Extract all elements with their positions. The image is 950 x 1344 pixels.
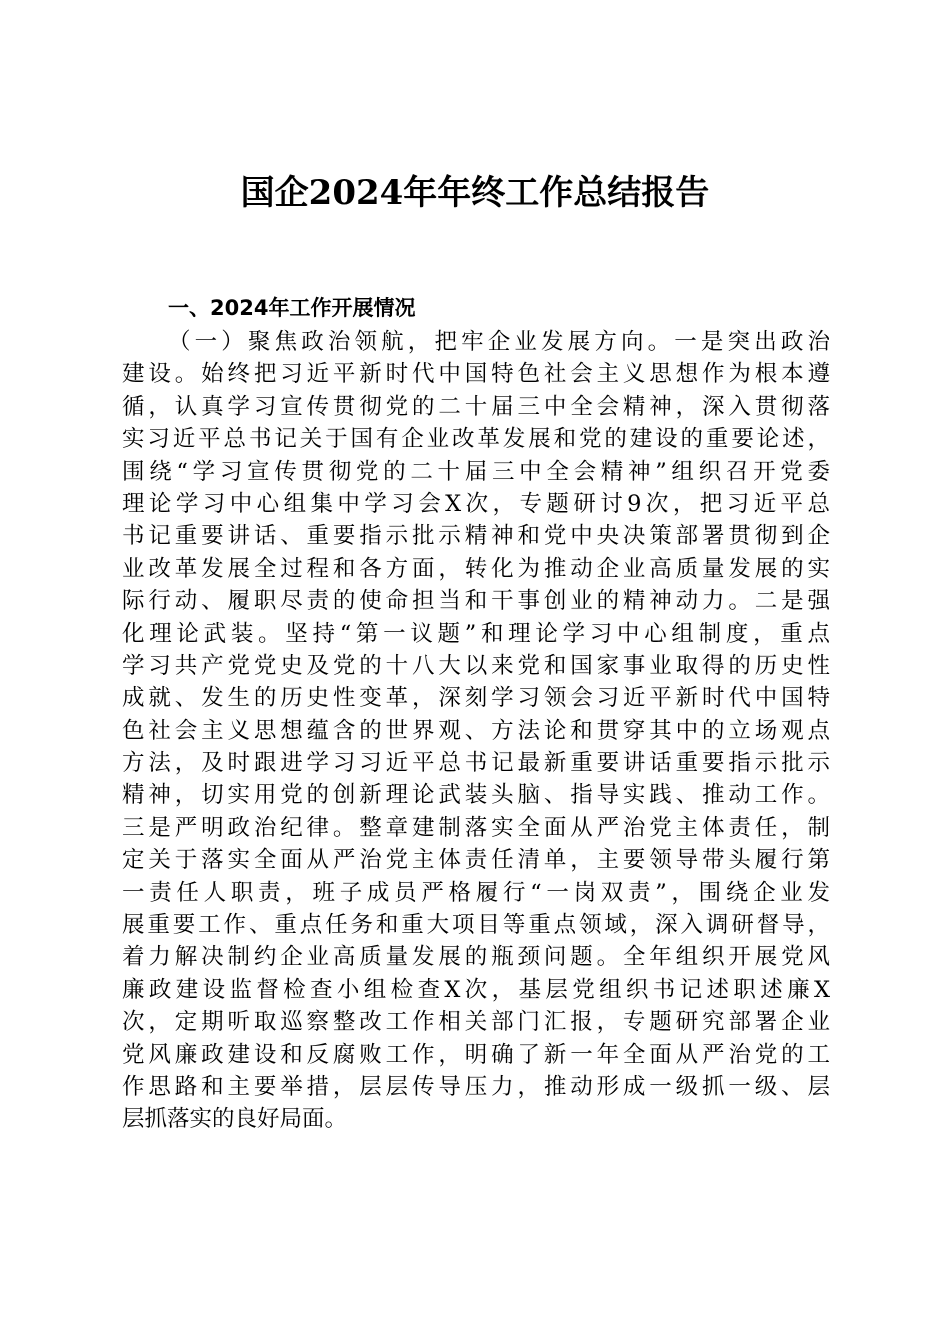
paragraph-line: 建设。始终把习近平新时代中国特色社会主义思想作为根本遵	[122, 361, 830, 388]
paragraph-line: 色社会主义思想蕴含的世界观、方法论和贯穿其中的立场观点	[122, 717, 830, 744]
paragraph-line: 党风廉政建设和反腐败工作，明确了新一年全面从严治党的工	[122, 1041, 830, 1068]
paragraph-line: 化理论武装。坚持“第一议题”和理论学习中心组制度，重点	[122, 620, 830, 647]
paragraph-line: 定关于落实全面从严治党主体责任清单，主要领导带头履行第	[122, 847, 830, 874]
paragraph-line: 作思路和主要举措，层层传导压力，推动形成一级抓一级、层	[122, 1073, 830, 1100]
paragraph-line: 围绕“学习宣传贯彻党的二十届三中全会精神”组织召开党委	[122, 458, 830, 485]
paragraph-line: 次，定期听取巡察整改工作相关部门汇报，专题研究部署企业	[122, 1009, 830, 1036]
paragraph-line: 成就、发生的历史性变革，深刻学习领会习近平新时代中国特	[122, 685, 830, 712]
paragraph-line: 理论学习中心组集中学习会X次，专题研讨9次，把习近平总	[122, 490, 830, 517]
paragraph-line: 业改革发展全过程和各方面，转化为推动企业高质量发展的实	[122, 555, 830, 582]
paragraph-line: 书记重要讲话、重要指示批示精神和党中央决策部署贯彻到企	[122, 523, 830, 550]
paragraph-line: 一责任人职责，班子成员严格履行“一岗双责”，围绕企业发	[122, 879, 830, 906]
paragraph-line: 实习近平总书记关于国有企业改革发展和党的建设的重要论述，	[122, 426, 830, 453]
paragraph-line: 循，认真学习宣传贯彻党的二十届三中全会精神，深入贯彻落	[122, 393, 830, 420]
paragraph-line: 着力解决制约企业高质量发展的瓶颈问题。全年组织开展党风	[122, 944, 830, 971]
paragraph-line: 方法，及时跟进学习习近平总书记最新重要讲话重要指示批示	[122, 750, 830, 777]
paragraph-line: 际行动、履职尽责的使命担当和干事创业的精神动力。二是强	[122, 588, 830, 615]
paragraph-line: 层抓落实的良好局面。	[122, 1106, 348, 1133]
paragraph-line: 廉政建设监督检查小组检查X次，基层党组织书记述职述廉X	[122, 976, 830, 1003]
paragraph-line: 精神，切实用党的创新理论武装头脑、指导实践、推动工作。	[122, 782, 830, 809]
document-title: 国企2024年年终工作总结报告	[240, 173, 710, 213]
paragraph-line: （一）聚焦政治领航，把牢企业发展方向。一是突出政治	[168, 329, 830, 355]
paragraph-line: 学习共产党党史及党的十八大以来党和国家事业取得的历史性	[122, 652, 830, 679]
paragraph-line: 三是严明政治纪律。整章建制落实全面从严治党主体责任，制	[122, 814, 830, 841]
paragraph-line: 展重要工作、重点任务和重大项目等重点领域，深入调研督导，	[122, 912, 830, 939]
section-heading: 一、2024年工作开展情况	[168, 296, 416, 320]
body-paragraph	[122, 326, 830, 1136]
